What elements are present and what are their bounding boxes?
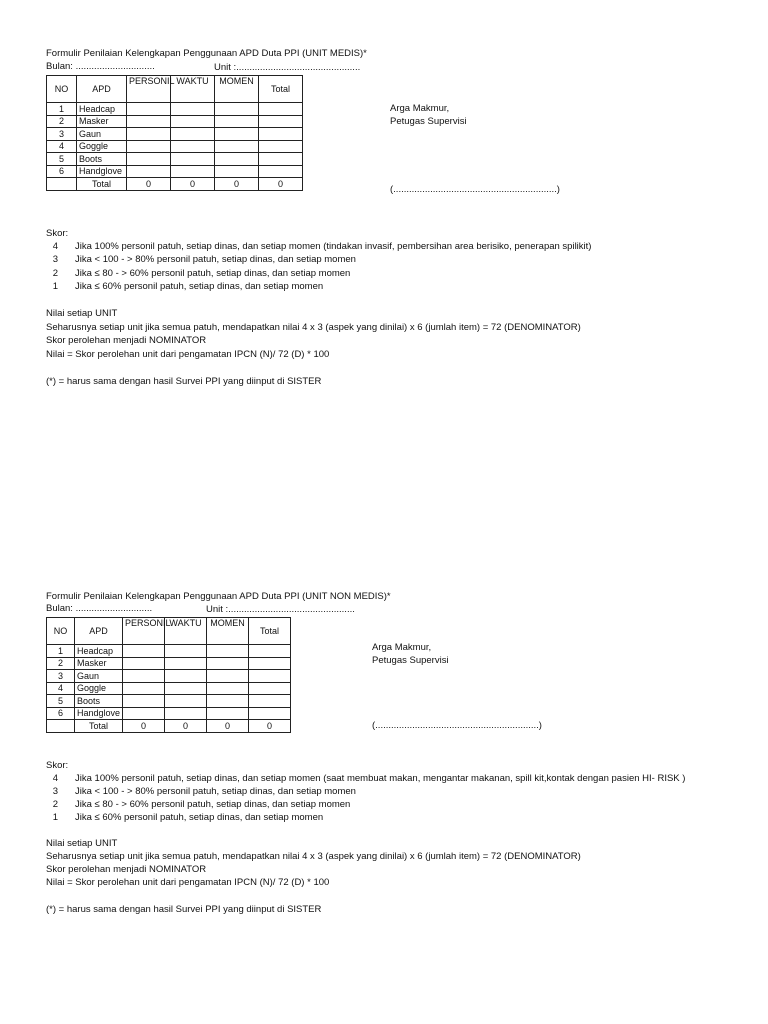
skor-item — [46, 787, 356, 798]
nilai-heading: Nilai setiap UNIT — [46, 838, 118, 849]
row-no: 2 — [47, 115, 77, 128]
cell-waktu[interactable] — [165, 645, 207, 658]
cell-momen[interactable] — [215, 103, 259, 116]
table-row — [47, 103, 303, 116]
apd-table — [46, 75, 303, 191]
total-personil: 0 — [127, 178, 171, 191]
total-total: 0 — [259, 178, 303, 191]
form-title: Formulir Penilaian Kelengkapan Penggunaan APD Duta PPI (UNIT MEDIS)* — [46, 48, 367, 59]
cell-personil[interactable] — [123, 645, 165, 658]
table-row — [47, 140, 303, 153]
cell-personil[interactable] — [127, 103, 171, 116]
skor-item — [46, 800, 350, 811]
total-waktu: 0 — [165, 720, 207, 733]
cell-personil[interactable] — [127, 140, 171, 153]
signature-place: Arga Makmur, — [390, 103, 450, 114]
header-momen: MOMEN — [215, 76, 259, 103]
cell-momen[interactable] — [207, 707, 249, 720]
cell-momen[interactable] — [215, 140, 259, 153]
skor-value: 1 — [52, 281, 58, 292]
row-apd: Goggle — [77, 140, 127, 153]
row-no: 2 — [47, 657, 75, 670]
skor-label: Skor: — [46, 760, 69, 771]
skor-text: Jika ≤ 60% personil patuh, setiap dinas, dan setiap momen — [75, 812, 324, 823]
cell-waktu[interactable] — [171, 103, 215, 116]
row-no: 4 — [47, 140, 77, 153]
cell-total — [249, 657, 291, 670]
header-total: Total — [249, 618, 291, 645]
cell-personil[interactable] — [127, 165, 171, 178]
cell-momen[interactable] — [215, 165, 259, 178]
cell-total — [249, 707, 291, 720]
table-row — [47, 115, 303, 128]
header-momen: MOMEN — [207, 618, 249, 645]
skor-value: 3 — [52, 786, 58, 797]
signature-role: Petugas Supervisi — [390, 116, 467, 127]
skor-value: 4 — [52, 241, 58, 252]
row-apd: Boots — [77, 153, 127, 166]
header-apd: APD — [75, 618, 123, 645]
table-row — [47, 695, 291, 708]
skor-value: 4 — [52, 773, 58, 784]
skor-item — [46, 255, 356, 266]
row-apd: Gaun — [77, 128, 127, 141]
row-apd: Headcap — [75, 645, 123, 658]
row-no: 5 — [47, 153, 77, 166]
cell-personil[interactable] — [127, 115, 171, 128]
skor-value: 1 — [52, 812, 58, 823]
skor-text: Jika ≤ 80 - > 60% personil patuh, setiap dinas, dan setiap momen — [75, 799, 351, 810]
table-row — [47, 153, 303, 166]
row-no: 3 — [47, 128, 77, 141]
signature-blank: (..............................................................) — [372, 720, 542, 731]
cell-total — [249, 645, 291, 658]
skor-text: Jika ≤ 60% personil patuh, setiap dinas, dan setiap momen — [75, 281, 324, 292]
header-personil: PERSONIL — [123, 618, 165, 645]
cell-personil[interactable] — [123, 657, 165, 670]
cell-personil[interactable] — [123, 695, 165, 708]
row-apd: Handglove — [75, 707, 123, 720]
cell-personil[interactable] — [127, 153, 171, 166]
table-row — [47, 657, 291, 670]
header-total: Total — [259, 76, 303, 103]
table-row — [47, 707, 291, 720]
row-apd: Gaun — [75, 670, 123, 683]
row-apd: Handglove — [77, 165, 127, 178]
cell-waktu[interactable] — [165, 657, 207, 670]
table-total-row — [47, 720, 291, 733]
cell-total — [259, 103, 303, 116]
cell-momen[interactable] — [215, 115, 259, 128]
footnote: (*) = harus sama dengan hasil Survei PPI yang diinput di SISTER — [46, 904, 322, 915]
cell-waktu[interactable] — [165, 707, 207, 720]
table-row — [47, 670, 291, 683]
nilai-line: Seharusnya setiap unit jika semua patuh, mendapatkan nilai 4 x 3 (aspek yang dinilai) x 6 (jumlah item) = 72 (DENOMINATOR) — [46, 322, 581, 333]
bulan-field: Bulan: ............................. — [46, 603, 153, 614]
cell-waktu[interactable] — [171, 153, 215, 166]
cell-momen[interactable] — [207, 695, 249, 708]
header-waktu: WAKTU — [165, 618, 207, 645]
apd-table — [46, 617, 291, 733]
cell-momen[interactable] — [215, 153, 259, 166]
skor-item — [46, 813, 323, 824]
nilai-line: Skor perolehan menjadi NOMINATOR — [46, 335, 207, 346]
row-apd: Masker — [77, 115, 127, 128]
row-apd: Boots — [75, 695, 123, 708]
header-waktu: WAKTU — [171, 76, 215, 103]
table-row — [47, 165, 303, 178]
cell-total — [249, 695, 291, 708]
cell-momen[interactable] — [215, 128, 259, 141]
total-waktu: 0 — [171, 178, 215, 191]
cell-personil[interactable] — [123, 682, 165, 695]
row-no: 5 — [47, 695, 75, 708]
cell-waktu[interactable] — [171, 128, 215, 141]
skor-text: Jika < 100 - > 80% personil patuh, setiap dinas, dan setiap momen — [75, 254, 356, 265]
skor-item — [46, 282, 323, 293]
total-no — [47, 720, 75, 733]
cell-total — [259, 140, 303, 153]
table-header-row — [47, 618, 291, 645]
row-no: 6 — [47, 707, 75, 720]
cell-momen[interactable] — [207, 682, 249, 695]
cell-waktu[interactable] — [171, 165, 215, 178]
nilai-formula: Nilai = Skor perolehan unit dari pengamatan IPCN (N)/ 72 (D) * 100 — [46, 877, 330, 888]
cell-personil[interactable] — [127, 128, 171, 141]
unit-field: Unit :............................................... — [214, 62, 361, 73]
cell-waktu[interactable] — [165, 670, 207, 683]
cell-waktu[interactable] — [165, 682, 207, 695]
skor-text: Jika 100% personil patuh, setiap dinas, dan setiap momen (tindakan invasif, pembersihan area berisiko, penerapan spilikit) — [75, 241, 592, 252]
row-no: 6 — [47, 165, 77, 178]
row-no: 3 — [47, 670, 75, 683]
row-apd: Headcap — [77, 103, 127, 116]
nilai-formula: Nilai = Skor perolehan unit dari pengamatan IPCN (N)/ 72 (D) * 100 — [46, 349, 330, 360]
bulan-field: Bulan: .............................. — [46, 61, 155, 72]
cell-waktu[interactable] — [165, 695, 207, 708]
header-no: NO — [47, 618, 75, 645]
cell-momen[interactable] — [207, 670, 249, 683]
cell-total — [259, 128, 303, 141]
skor-label: Skor: — [46, 228, 69, 239]
total-no — [47, 178, 77, 191]
table-row — [47, 682, 291, 695]
row-no: 1 — [47, 645, 75, 658]
total-label: Total — [75, 720, 123, 733]
skor-text: Jika < 100 - > 80% personil patuh, setiap dinas, dan setiap momen — [75, 786, 356, 797]
total-personil: 0 — [123, 720, 165, 733]
skor-item — [46, 774, 685, 785]
signature-place: Arga Makmur, — [372, 642, 432, 653]
table-total-row — [47, 178, 303, 191]
cell-personil[interactable] — [123, 670, 165, 683]
skor-value: 2 — [52, 799, 58, 810]
nilai-heading: Nilai setiap UNIT — [46, 308, 118, 319]
header-apd: APD — [77, 76, 127, 103]
cell-waktu[interactable] — [171, 140, 215, 153]
skor-value: 3 — [52, 254, 58, 265]
nilai-line: Seharusnya setiap unit jika semua patuh, mendapatkan nilai 4 x 3 (aspek yang dinilai) x 6 (jumlah item) = 72 (DENOMINATOR) — [46, 851, 581, 862]
skor-value: 2 — [52, 268, 58, 279]
unit-field: Unit :................................................ — [206, 604, 355, 615]
skor-text: Jika 100% personil patuh, setiap dinas, dan setiap momen (saat membuat makan, mengantar makanan, spill kit,kontak dengan pasien HI- RISK ) — [75, 773, 686, 784]
cell-waktu[interactable] — [171, 115, 215, 128]
skor-item — [46, 242, 591, 253]
total-momen: 0 — [207, 720, 249, 733]
cell-total — [249, 670, 291, 683]
total-total: 0 — [249, 720, 291, 733]
cell-momen[interactable] — [207, 657, 249, 670]
table-row — [47, 128, 303, 141]
header-personil: PERSONIL — [127, 76, 171, 103]
row-apd: Goggle — [75, 682, 123, 695]
cell-total — [259, 153, 303, 166]
header-no: NO — [47, 76, 77, 103]
total-label: Total — [77, 178, 127, 191]
cell-total — [249, 682, 291, 695]
table-row — [47, 645, 291, 658]
form-title: Formulir Penilaian Kelengkapan Penggunaan APD Duta PPI (UNIT NON MEDIS)* — [46, 591, 391, 602]
footnote: (*) = harus sama dengan hasil Survei PPI yang diinput di SISTER — [46, 376, 322, 387]
cell-total — [259, 115, 303, 128]
cell-personil[interactable] — [123, 707, 165, 720]
skor-item — [46, 269, 350, 280]
skor-text: Jika ≤ 80 - > 60% personil patuh, setiap dinas, dan setiap momen — [75, 268, 351, 279]
row-apd: Masker — [75, 657, 123, 670]
signature-role: Petugas Supervisi — [372, 655, 449, 666]
total-momen: 0 — [215, 178, 259, 191]
row-no: 4 — [47, 682, 75, 695]
cell-total — [259, 165, 303, 178]
signature-blank: (..............................................................) — [390, 184, 560, 195]
nilai-line: Skor perolehan menjadi NOMINATOR — [46, 864, 207, 875]
row-no: 1 — [47, 103, 77, 116]
cell-momen[interactable] — [207, 645, 249, 658]
table-header-row — [47, 76, 303, 103]
